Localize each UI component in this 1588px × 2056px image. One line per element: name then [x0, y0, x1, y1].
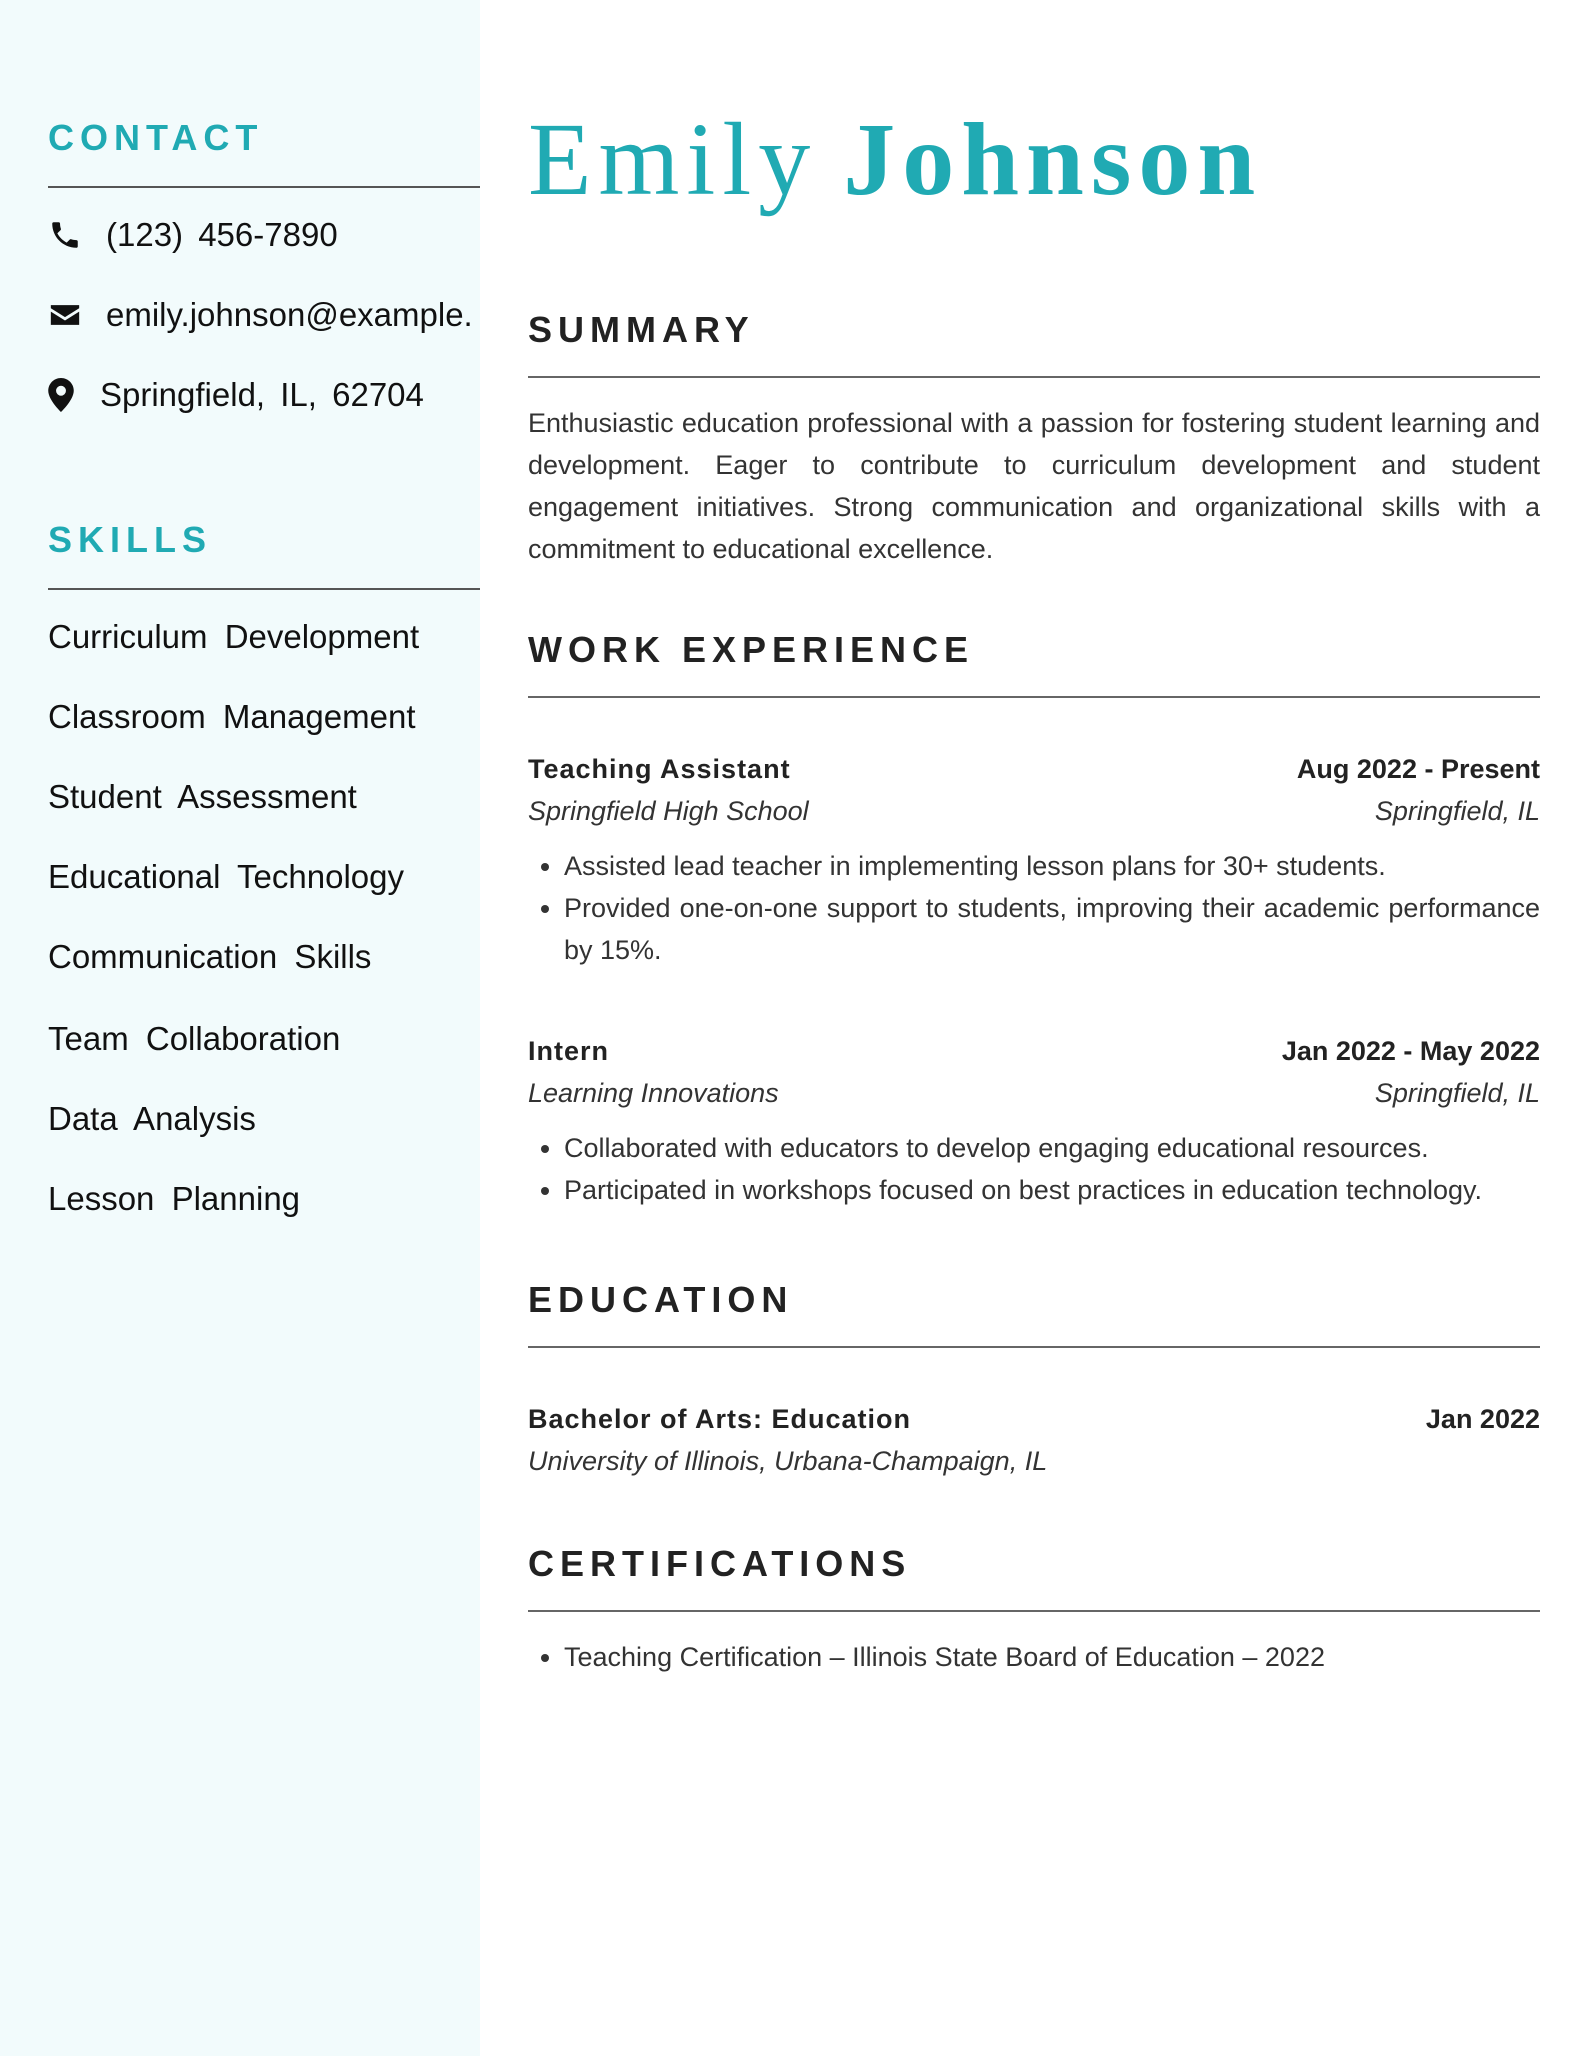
map-pin-icon — [48, 378, 74, 412]
skills-heading: SKILLS — [48, 519, 213, 560]
phone-text: (123) 456-7890 — [106, 216, 338, 253]
contact-location — [48, 376, 424, 414]
sidebar — [0, 0, 480, 2056]
contact-section — [48, 117, 480, 413]
job-dates: Aug 2022 - Present — [1296, 754, 1540, 784]
job-title: Teaching Assistant — [528, 754, 791, 784]
contact-divider — [48, 186, 480, 188]
list-item: • Collaborated with educators to develop engaging educational resources. — [564, 1127, 1540, 1169]
certifications-list — [528, 1636, 1540, 1678]
last-name: Johnson — [843, 102, 1263, 217]
job-location: Springfield, IL — [1374, 1078, 1540, 1108]
education-date: Jan 2022 — [1425, 1404, 1540, 1434]
envelope-icon — [48, 298, 82, 332]
first-name: Emily — [528, 102, 818, 217]
skills-divider — [48, 588, 480, 590]
skill-item: Educational Technology — [48, 858, 404, 895]
job-org: Springfield High School — [528, 796, 809, 826]
list-item: • Participated in workshops focused on best practices in education technology. — [564, 1169, 1540, 1211]
page-title — [528, 102, 1263, 217]
summary-text: Enthusiastic education professional with a passion for fostering student learning and development. Eager to contribute to curriculum development and student engagement initiatives. Strong communication and organizational skills with a commitment to educational excellence. — [528, 408, 1540, 564]
certifications-heading: CERTIFICATIONS — [528, 1543, 912, 1584]
skill-item: Lesson Planning — [48, 1180, 301, 1217]
list-item: • Provided one-on-one support to students, improving their academic performance by 15%. — [564, 887, 1540, 971]
list-item: • Teaching Certification – Illinois State Board of Education – 2022 — [564, 1636, 1540, 1678]
education-heading: EDUCATION — [528, 1279, 794, 1320]
job-dates: Jan 2022 - May 2022 — [1281, 1036, 1540, 1066]
education-header — [528, 1404, 1540, 1435]
job-subheader — [528, 1078, 1540, 1109]
job-bullets — [528, 845, 1540, 971]
job-subheader — [528, 796, 1540, 827]
job-header — [528, 1036, 1540, 1067]
contact-heading: CONTACT — [48, 117, 264, 158]
email-text: emily.johnson@example. — [106, 296, 473, 333]
phone-icon — [48, 218, 82, 252]
skill-item: Communication Skills — [48, 938, 372, 975]
contact-email[interactable] — [48, 296, 473, 334]
experience-divider — [528, 696, 1540, 698]
job-org: Learning Innovations — [528, 1078, 779, 1108]
certifications-divider — [528, 1610, 1540, 1612]
skill-item: Team Collaboration — [48, 1020, 341, 1057]
job-header — [528, 754, 1540, 785]
summary-heading: SUMMARY — [528, 309, 755, 350]
location-text: Springfield, IL, 62704 — [100, 376, 424, 413]
skill-item: Data Analysis — [48, 1100, 256, 1137]
school: University of Illinois, Urbana-Champaign, IL — [528, 1446, 1048, 1476]
summary-divider — [528, 376, 1540, 378]
job-title: Intern — [528, 1036, 610, 1066]
experience-heading: WORK EXPERIENCE — [528, 629, 975, 670]
job-bullets — [528, 1127, 1540, 1211]
contact-phone[interactable] — [48, 216, 338, 254]
skill-item: Student Assessment — [48, 778, 357, 815]
skill-item: Curriculum Development — [48, 618, 420, 655]
job-location: Springfield, IL — [1374, 796, 1540, 826]
list-item: • Assisted lead teacher in implementing lesson plans for 30+ students. — [564, 845, 1540, 887]
education-divider — [528, 1346, 1540, 1348]
degree: Bachelor of Arts: Education — [528, 1404, 912, 1434]
skills-section — [48, 519, 480, 1217]
education-subheader — [528, 1446, 1540, 1477]
skill-item: Classroom Management — [48, 698, 416, 735]
